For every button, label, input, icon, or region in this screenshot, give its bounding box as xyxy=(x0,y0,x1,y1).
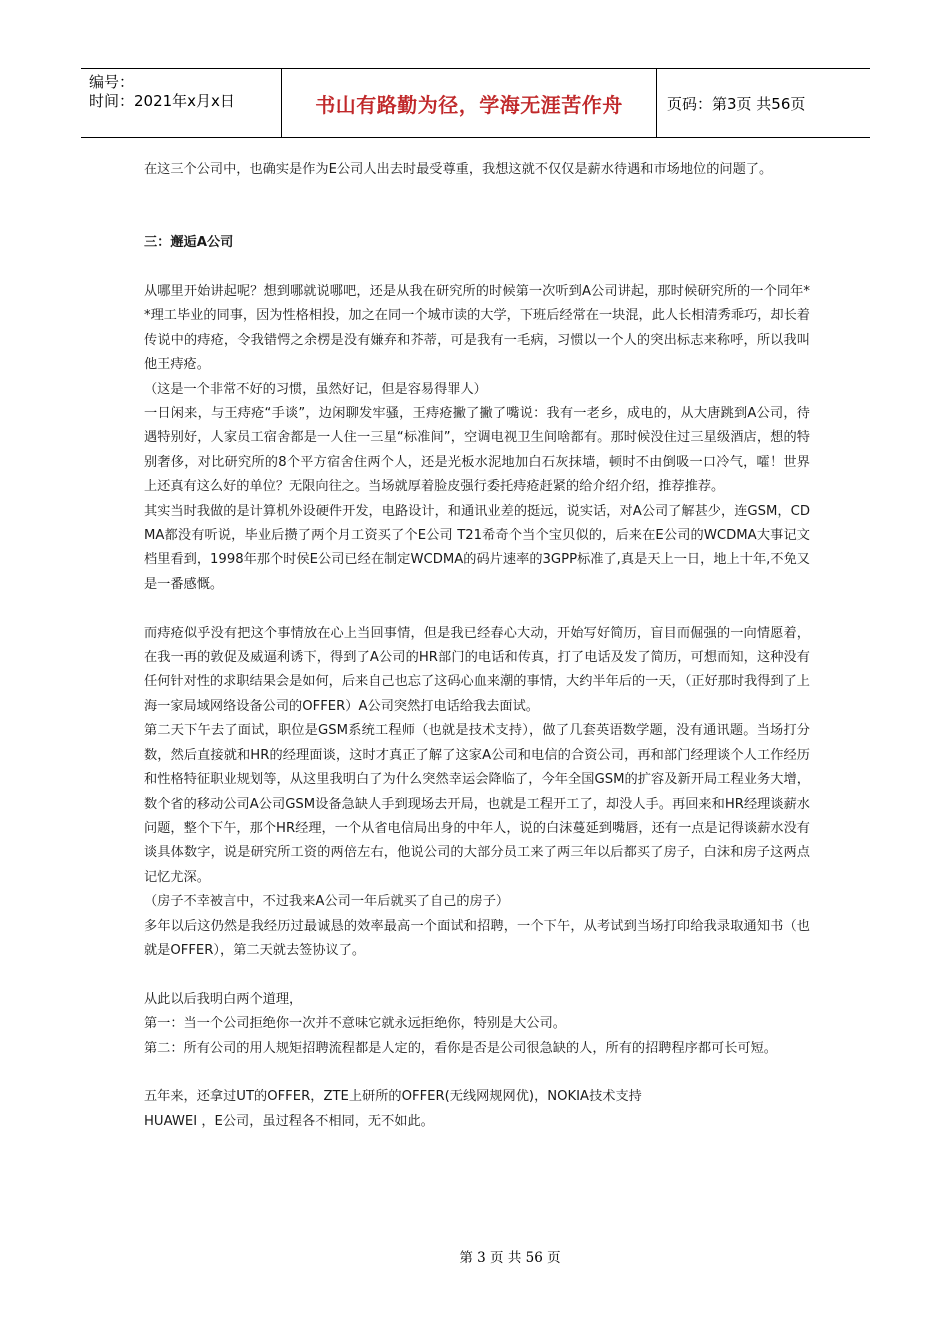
paragraph: 而痔疮似乎没有把这个事情放在心上当回事情，但是我已经春心大动，开始写好简历，盲目而倔强的一向情愿着，在我一再的敦促及威逼利诱下，得到了A公司的HR部门的电话和传真，打了电话及发了简历，可想而知，这种没有任何针对性的求职结果会是如何，后来自己也忘了这码心血来潮的事情，大约半年后的一天，（正好那时我得到了上海一家局域网络设备公司的OFFER）A公司突然打电话给我去面试。 xyxy=(144,625,810,714)
paragraph: 五年来，还拿过UT的OFFER，ZTE上研所的OFFER(无线网规网优)，NOKIA技术支持 xyxy=(144,1089,642,1105)
paragraph: 第二：所有公司的用人规矩招聘流程都是人定的，看你是否是公司很急缺的人，所有的招聘程序都可长可短。 xyxy=(144,1040,777,1056)
paragraph: 从此以后我明白两个道理， xyxy=(144,991,303,1007)
paragraph: HUAWEI ，E公司，虽过程各不相同，无不如此。 xyxy=(144,1113,434,1129)
paragraph: 多年以后这仍然是我经历过最诚恳的效率最高一个面试和招聘，一个下午，从考试到当场打印给我录取通知书（也就是OFFER），第二天就去签协议了。 xyxy=(144,918,810,958)
paragraph: 一日闲来，与王痔疮“手谈”，边闲聊发牢骚，王痔疮撇了撇了嘴说：我有一老乡，成电的，从大唐跳到A公司，待遇特别好，人家员工宿舍都是一人住一三星“标准间”，空调电视卫生间啥都有。那时候没住过三星级酒店，想的特别奢侈，对比研究所的8个平方宿舍住两个人，还是光板水泥地加白石灰抹墙，顿时不由倒吸一口冷气，嚯！世界上还真有这么好的单位？无限向往之。当场就厚着脸皮强行委托痔疮赶紧的给介绍介绍，推荐推荐。 xyxy=(144,406,810,495)
document-number-label: 编号： xyxy=(89,73,135,91)
header-motto-cell xyxy=(281,69,657,137)
section-heading: 三：邂逅A公司 xyxy=(144,235,234,251)
page-footer: 第 3 页 共 56 页 xyxy=(459,1250,561,1266)
document-time-label: 时间：2021年x月x日 xyxy=(89,92,235,110)
paragraph: 第一：当一个公司拒绝你一次并不意味它就永远拒绝你，特别是大公司。 xyxy=(144,1016,566,1032)
header-motto: 书山有路勤为径，学海无涯苦作舟 xyxy=(315,92,623,117)
document-body xyxy=(144,158,810,1134)
paragraph: 从哪里开始讲起呢？想到哪就说哪吧，还是从我在研究所的时候第一次听到A公司讲起，那时候研究所的一个同年**理工毕业的同事，因为性格相投，加之在同一个城市读的大学，下班后经常在一块混，此人长相清秀乖巧，却长着传说中的痔疮，令我错愕之余楞是没有嫌弃和芥蒂，可是我有一毛病，习惯以一个人的突出标志来称呼，所以我叫他王痔疮。 xyxy=(144,284,810,373)
paragraph: 其实当时我做的是计算机外设硬件开发，电路设计，和通讯业差的挺远，说实话，对A公司了解甚少，连GSM，CDMA都没有听说，毕业后攒了两个月工资买了个E公司 T21希奇个当个宝贝似的，后来在E公司的WCDMA大事记文档里看到，1998年那个时侯E公司已经在制定WCDMA的码片速率的3GPP标准了,真是天上一日，地上十年,不免又是一番感慨。 xyxy=(144,503,810,592)
header-left-cell xyxy=(81,69,281,137)
document-header xyxy=(81,68,870,138)
paragraph: 第二天下午去了面试，职位是GSM系统工程师（也就是技术支持），做了几套英语数学题，没有通讯题。当场打分数，然后直接就和HR的经理面谈，这时才真正了解了这家A公司和电信的合资公司，再和部门经理谈个人工作经历和性格特征职业规划等，从这里我明白了为什么突然幸运会降临了，今年全国GSM的扩容及新开局工程业务大增，数个省的移动公司A公司GSM设备急缺人手到现场去开局，也就是工程开工了，却没人手。再回来和HR经理谈薪水问题，整个下午，那个HR经理，一个从省电信局出身的中年人，说的白沫蔓延到嘴唇，还有一点是记得谈薪水没有谈具体数字，说是研究所工资的两倍左右，他说公司的大部分员工来了两三年以后都买了房子，白沫和房子这两点记忆尤深。 xyxy=(144,723,810,885)
header-page-cell xyxy=(657,69,870,137)
paragraph: （房子不幸被言中，不过我来A公司一年后就买了自己的房子） xyxy=(144,894,510,910)
header-page-code: 页码：第3页 共56页 xyxy=(667,94,806,113)
paragraph: 在这三个公司中，也确实是作为E公司人出去时最受尊重，我想这就不仅仅是薪水待遇和市场地位的问题了。 xyxy=(144,162,773,177)
paragraph: （这是一个非常不好的习惯，虽然好记，但是容易得罪人） xyxy=(144,381,487,397)
